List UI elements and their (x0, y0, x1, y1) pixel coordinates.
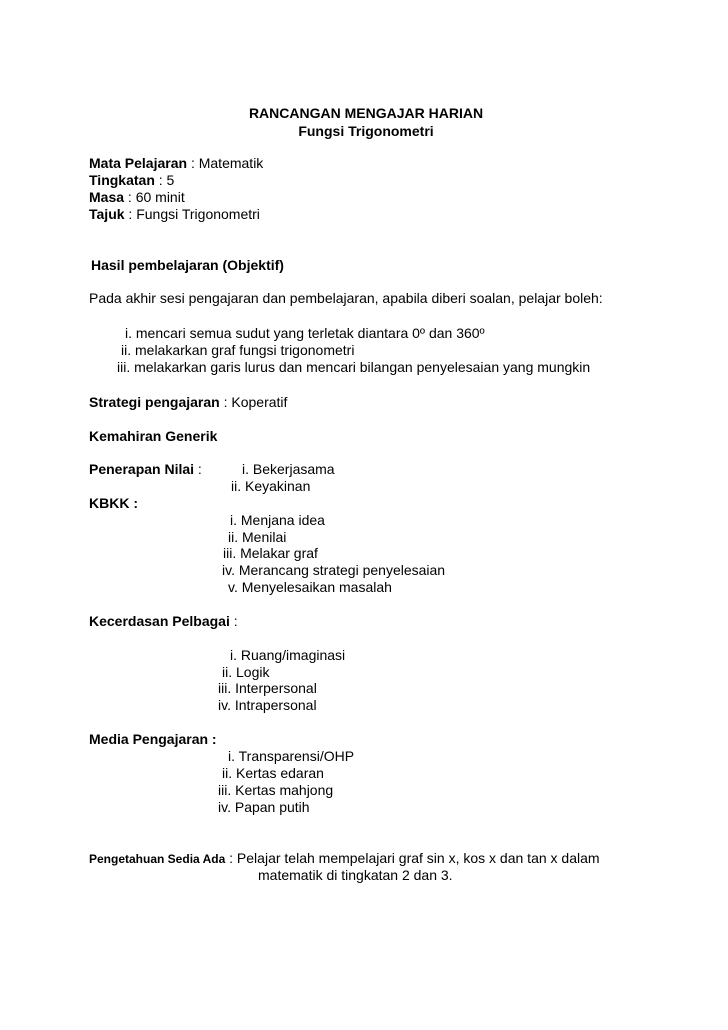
pengetahuan-label: Pengetahuan Sedia Ada (89, 852, 226, 866)
nilai-label-line (89, 461, 202, 478)
info-value: : Fungsi Trigonometri (124, 206, 260, 222)
kecerdasan-item: iii. Interpersonal (218, 680, 317, 696)
info-label: Mata Pelajaran (89, 155, 188, 171)
nilai-item: ii. Keyakinan (231, 478, 311, 494)
media-item: ii. Kertas edaran (222, 765, 324, 781)
objektif-item: i. mencari semua sudut yang terletak diantara 0º dan 360º (125, 325, 485, 341)
kemahiran-heading: Kemahiran Generik (89, 428, 218, 444)
kecerdasan-colon: : (229, 613, 238, 629)
document-title-text: RANCANGAN MENGAJAR HARIAN (248, 105, 484, 121)
pengetahuan-text: : Pelajar telah mempelajari graf sin x, kos x dan tan x dalam (225, 850, 600, 866)
pengetahuan-text-continued: matematik di tingkatan 2 dan 3. (258, 867, 453, 883)
media-label: Media Pengajaran : (89, 731, 217, 747)
strategi-value: : Koperatif (219, 394, 288, 410)
objektif-intro: Pada akhir sesi pengajaran dan pembelajaran, apabila diberi soalan, pelajar boleh: (89, 290, 603, 306)
info-value: : Matematik (187, 155, 264, 171)
media-item: i. Transparensi/OHP (228, 748, 355, 764)
info-label: Masa (89, 189, 125, 205)
strategi-pengajaran (89, 394, 287, 411)
objektif-item: iii. melakarkan garis lurus dan mencari bilangan penyelesaian yang mungkin (117, 359, 591, 375)
kbkk-item: iv. Merancang strategi penyelesaian (222, 562, 446, 578)
kecerdasan-item: iv. Intrapersonal (218, 697, 317, 713)
kbkk-item: iii. Melakar graf (223, 545, 318, 561)
kecerdasan-item: i. Ruang/imaginasi (230, 647, 346, 663)
info-tajuk (89, 206, 260, 223)
strategi-label: Strategi pengajaran (89, 394, 220, 410)
info-masa (89, 189, 185, 206)
kbkk-item: ii. Menilai (228, 529, 287, 545)
nilai-colon: : (194, 461, 202, 477)
kecerdasan-label-line (89, 613, 238, 630)
info-tingkatan (89, 172, 174, 189)
kecerdasan-item: ii. Logik (222, 664, 270, 680)
objektif-heading: Hasil pembelajaran (Objektif) (91, 257, 284, 273)
info-value: : 60 minit (124, 189, 185, 205)
document-subtitle (0, 123, 728, 140)
kbkk-label: KBKK : (89, 495, 138, 511)
info-label: Tingkatan (89, 172, 155, 188)
nilai-item: i. Bekerjasama (242, 461, 335, 477)
kecerdasan-label: Kecerdasan Pelbagai (89, 613, 230, 629)
info-label: Tajuk (89, 206, 125, 222)
document-title (0, 105, 728, 122)
kbkk-item: v. Menyelesaikan masalah (228, 579, 392, 595)
document-subtitle-text: Fungsi Trigonometri (298, 123, 434, 139)
media-item: iv. Papan putih (218, 799, 310, 815)
pengetahuan-line (89, 850, 600, 868)
objektif-item: ii. melakarkan graf fungsi trigonometri (121, 342, 355, 358)
info-value: : 5 (154, 172, 175, 188)
media-item: iii. Kertas mahjong (218, 782, 334, 798)
info-mata-pelajaran (89, 155, 263, 172)
kbkk-item: i. Menjana idea (230, 512, 325, 528)
nilai-label: Penerapan Nilai (89, 461, 195, 477)
